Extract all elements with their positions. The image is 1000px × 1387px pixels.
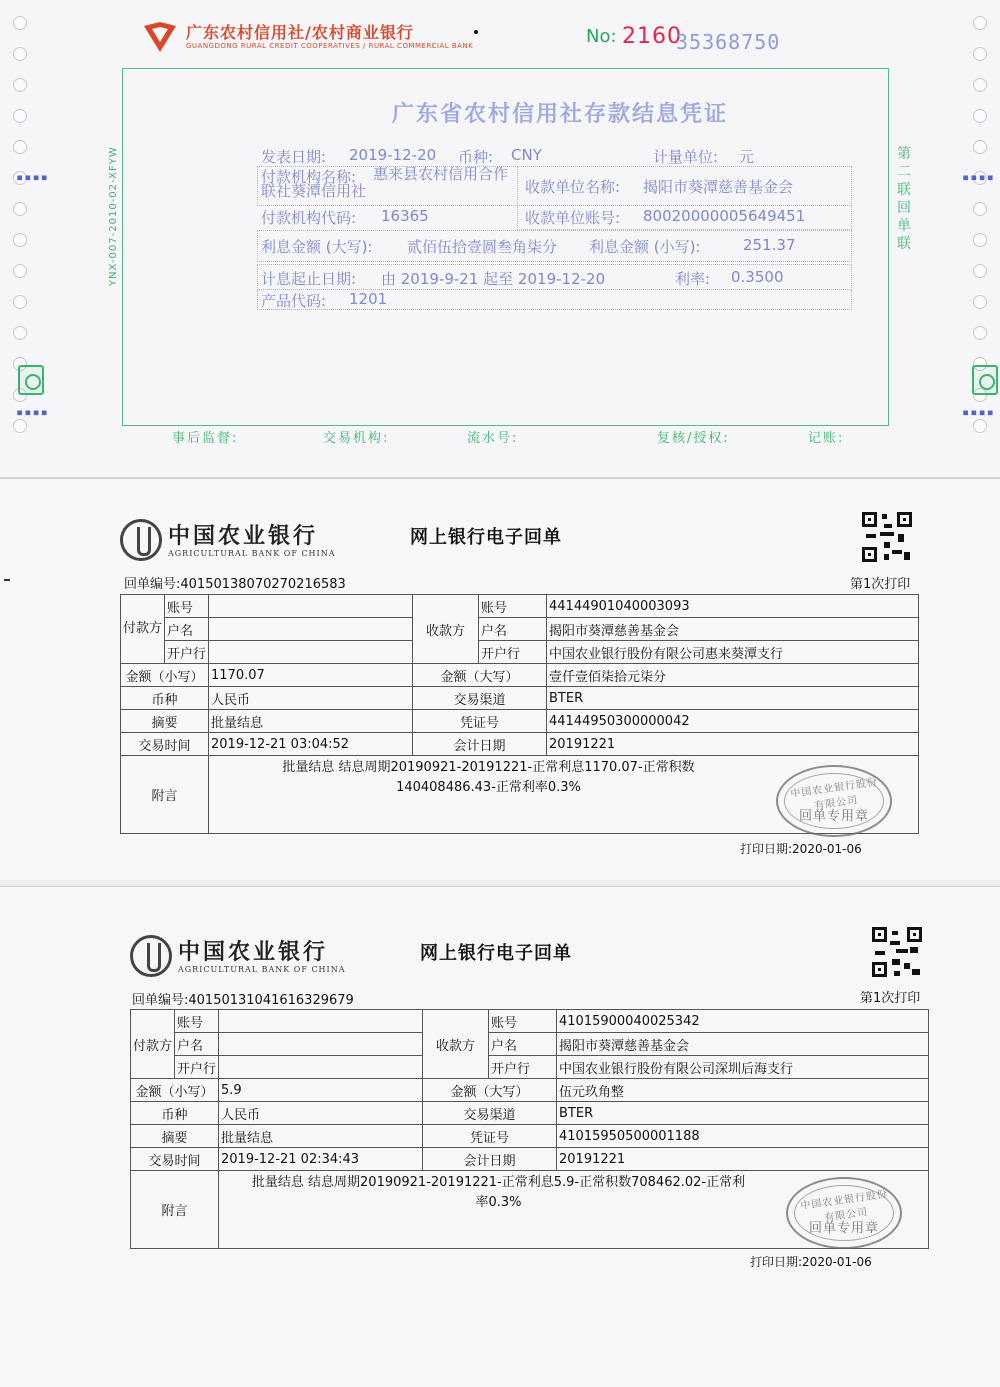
issue-date-label: 发表日期: <box>261 148 327 166</box>
print-date-label: 打印日期: <box>740 842 793 856</box>
receipt-no-label: 回单编号: <box>132 993 189 1008</box>
summary: 批量结息 <box>209 710 413 733</box>
period-label: 计息起止日期: <box>261 270 357 288</box>
payee-account-label: 账号 <box>479 595 547 618</box>
print-count: 第1次打印 <box>860 991 921 1006</box>
payee-branch-label: 开户行 <box>489 1056 557 1079</box>
registration-mark-left <box>18 365 44 395</box>
note: 批量结息 结息周期20190921-20191221-正常利息5.9-正常积数708462.02-正常利率0.3% <box>219 1171 929 1249</box>
payee-name-label: 收款单位名称: <box>525 178 621 196</box>
payer-name <box>209 618 413 641</box>
currency-label: 币种 <box>121 687 209 710</box>
amount-upper: 壹仟壹佰柒拾元柒分 <box>547 664 919 687</box>
amount-lower-label: 金额（小写） <box>131 1079 219 1102</box>
ink-dot <box>474 30 478 34</box>
receipt-title: 网上银行电子回单 <box>410 527 562 548</box>
amount-lower: 5.9 <box>219 1079 423 1102</box>
trade-time-label: 交易时间 <box>131 1148 219 1171</box>
payer-branch <box>219 1056 423 1079</box>
abc-bank-name: 中国农业银行 <box>168 523 319 549</box>
amount-upper-label: 金额（大写） <box>413 664 547 687</box>
accounting-date-label: 会计日期 <box>413 733 547 756</box>
abc-receipt-2 <box>0 886 1000 1387</box>
footer-review: 复核/授权: <box>657 431 730 446</box>
print-date: 2020-01-06 <box>792 842 862 856</box>
payer-org-code: 16365 <box>381 207 429 225</box>
voucher-no: 44144950300000042 <box>547 710 919 733</box>
voucher-print-area <box>255 142 852 312</box>
serial-prefix: 2160 <box>622 24 682 49</box>
product-code-label: 产品代码: <box>261 292 327 310</box>
payee-account-label: 收款单位账号: <box>525 209 621 227</box>
payer-org-code-label: 付款机构代码: <box>261 209 357 227</box>
rcc-bank-name: 广东农村信用社/农村商业银行 <box>186 23 414 42</box>
payer-branch-label: 开户行 <box>175 1056 219 1079</box>
note: 批量结息 结息周期20190921-20191221-正常利息1170.07-正常积数140408486.43-正常利率0.3% <box>209 756 919 834</box>
payer-label: 付款方 <box>131 1010 175 1079</box>
interest-upper: 贰佰伍拾壹圆叁角柒分 <box>407 238 558 256</box>
stamp-arc-text: 中国农业银行股份有限公司 <box>789 776 879 812</box>
product-code: 1201 <box>349 290 388 308</box>
channel: BTER <box>547 687 919 710</box>
payee-label: 收款方 <box>413 595 479 664</box>
currency: 人民币 <box>219 1102 423 1125</box>
print-date-label: 打印日期: <box>750 1255 803 1269</box>
channel: BTER <box>557 1102 929 1125</box>
stamp-arc-text: 中国农业银行股份有限公司 <box>799 1188 889 1224</box>
abc-logo-icon <box>130 935 172 977</box>
payee-account: 41015900040025342 <box>557 1010 929 1033</box>
abc-bank-name: 中国农业银行 <box>178 939 329 965</box>
rate-label: 利率: <box>675 270 711 288</box>
channel-label: 交易渠道 <box>423 1102 557 1125</box>
accounting-date: 20191221 <box>557 1148 929 1171</box>
perforation-dots-right: ▪▪▪▪ <box>962 170 995 184</box>
print-count: 第1次打印 <box>850 577 911 592</box>
payee-account: 44144901040003093 <box>547 595 919 618</box>
rcc-logo-icon <box>140 20 180 54</box>
payee-name-label: 户名 <box>479 618 547 641</box>
receipt-no: 40150138070270216583 <box>180 577 346 592</box>
qr-code-icon <box>862 512 912 562</box>
payer-account <box>209 595 413 618</box>
currency: CNY <box>511 146 542 164</box>
payee-branch: 中国农业银行股份有限公司惠来葵潭支行 <box>547 641 919 664</box>
payer-org-label: 付款机构名称: <box>261 168 357 186</box>
receipt-no: 40150131041616329679 <box>188 993 354 1008</box>
payer-branch-label: 开户行 <box>165 641 209 664</box>
print-date: 2020-01-06 <box>802 1255 872 1269</box>
amount-upper-label: 金额（大写） <box>423 1079 557 1102</box>
unit: 元 <box>739 148 755 166</box>
interest-voucher <box>0 0 1000 478</box>
form-code: YNX-007-2010-02-XFYW <box>108 146 119 286</box>
currency: 人民币 <box>209 687 413 710</box>
footer-supervision: 事后监督: <box>172 431 239 446</box>
issue-date: 2019-12-20 <box>349 146 437 164</box>
footer-serial: 流水号: <box>467 431 519 446</box>
currency-label: 币种 <box>131 1102 219 1125</box>
perforation-dots-left-lower: ▪▪▪▪ <box>16 405 49 419</box>
currency-label: 币种: <box>458 148 494 166</box>
summary-label: 摘要 <box>121 710 209 733</box>
payee-name: 揭阳市葵潭慈善基金会 <box>643 178 794 196</box>
accounting-date-label: 会计日期 <box>423 1148 557 1171</box>
note-label: 附言 <box>121 756 209 834</box>
perforation-dots-left: ▪▪▪▪ <box>16 170 49 184</box>
payee-name: 揭阳市葵潭慈善基金会 <box>557 1033 929 1056</box>
receipt-no-label: 回单编号: <box>124 577 181 592</box>
trade-time-label: 交易时间 <box>121 733 209 756</box>
qr-code-icon <box>872 927 922 977</box>
rate: 0.3500 <box>731 268 784 286</box>
abc-logo-icon <box>120 519 162 561</box>
payer-account-label: 账号 <box>165 595 209 618</box>
payer-account <box>219 1010 423 1033</box>
payee-account: 80020000005649451 <box>643 207 806 225</box>
trade-time: 2019-12-21 02:34:43 <box>219 1148 423 1171</box>
abc-bank-name-en: AGRICULTURAL BANK OF CHINA <box>178 965 346 974</box>
footer-bookkeeping: 记账: <box>808 431 845 446</box>
abc-receipt-1 <box>0 478 1000 880</box>
voucher-no-label: 凭证号 <box>413 710 547 733</box>
voucher-no-label: 凭证号 <box>423 1125 557 1148</box>
payer-name-label: 户名 <box>165 618 209 641</box>
serial-label: No: <box>586 26 617 47</box>
payee-branch-label: 开户行 <box>479 641 547 664</box>
payee-name-label: 户名 <box>489 1033 557 1056</box>
registration-mark-right <box>972 365 998 395</box>
copy-label: 第二联 回单联 <box>897 146 911 252</box>
payer-label: 付款方 <box>121 595 165 664</box>
payee-branch: 中国农业银行股份有限公司深圳后海支行 <box>557 1056 929 1079</box>
amount-upper: 伍元玖角整 <box>557 1079 929 1102</box>
payee-name: 揭阳市葵潭慈善基金会 <box>547 618 919 641</box>
stamp-text: 回单专用章 <box>798 809 869 824</box>
abc-bank-name-en: AGRICULTURAL BANK OF CHINA <box>168 549 336 558</box>
unit-label: 计量单位: <box>653 148 719 166</box>
payer-org-name: 惠来县农村信用合作联社葵潭信用社 <box>261 165 509 200</box>
stamp-text: 回单专用章 <box>808 1221 879 1236</box>
trade-time: 2019-12-21 03:04:52 <box>209 733 413 756</box>
payer-branch <box>209 641 413 664</box>
amount-lower-label: 金额（小写） <box>121 664 209 687</box>
summary: 批量结息 <box>219 1125 423 1148</box>
payer-name <box>219 1033 423 1056</box>
payer-account-label: 账号 <box>175 1010 219 1033</box>
perforation-dots-right-lower: ▪▪▪▪ <box>962 405 995 419</box>
channel-label: 交易渠道 <box>413 687 547 710</box>
payer-name-label: 户名 <box>175 1033 219 1056</box>
payee-account-label: 账号 <box>489 1010 557 1033</box>
payee-label: 收款方 <box>423 1010 489 1079</box>
serial-number: 35368750 <box>676 30 781 54</box>
interest-lower: 251.37 <box>743 236 796 254</box>
footer-institution: 交易机构: <box>323 431 390 446</box>
summary-label: 摘要 <box>131 1125 219 1148</box>
period: 由 2019-9-21 起至 2019-12-20 <box>381 270 606 288</box>
amount-lower: 1170.07 <box>209 664 413 687</box>
voucher-no: 41015950500001188 <box>557 1125 929 1148</box>
accounting-date: 20191221 <box>547 733 919 756</box>
rcc-bank-name-en: GUANGDONG RURAL CREDIT COOPERATIVES / RURAL COMMERCIAL BANK <box>186 42 474 50</box>
interest-upper-label: 利息金额 (大写): <box>261 238 373 256</box>
receipt-stamp <box>776 765 892 837</box>
voucher-title: 广东省农村信用社存款结息凭证 <box>392 102 729 127</box>
receipt-title: 网上银行电子回单 <box>420 943 572 964</box>
note-label: 附言 <box>131 1171 219 1249</box>
interest-lower-label: 利息金额 (小写): <box>589 238 701 256</box>
receipt-stamp <box>786 1177 902 1249</box>
